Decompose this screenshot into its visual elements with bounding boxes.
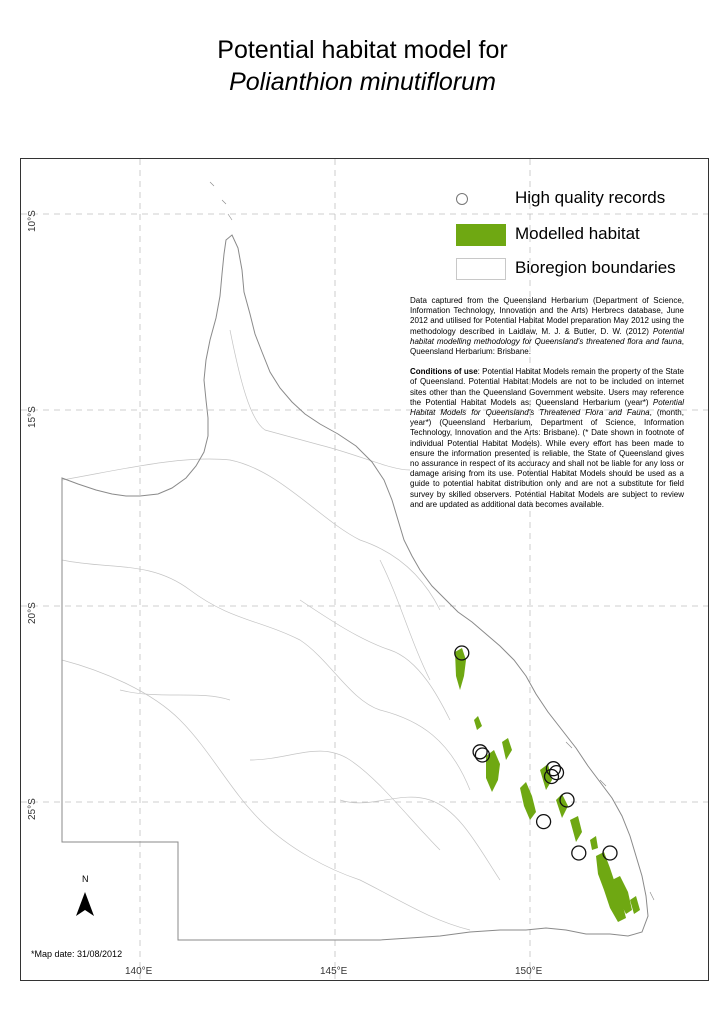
title-species: Polianthion minutiflorum bbox=[229, 68, 496, 96]
legend-habitat bbox=[455, 224, 705, 250]
lon-label-140e: 140°E bbox=[125, 966, 153, 977]
map-date: *Map date: 31/08/2012 bbox=[31, 949, 123, 959]
record-point-8 bbox=[537, 815, 551, 829]
title-line1: Potential habitat model for bbox=[217, 36, 508, 64]
north-arrow-icon bbox=[74, 874, 96, 920]
legend-bioregion bbox=[455, 258, 705, 284]
lat-label-10s: 10°S bbox=[27, 210, 38, 232]
coastal-islands bbox=[210, 182, 654, 900]
bioregion-swatch-icon bbox=[456, 258, 506, 280]
modelled-habitat bbox=[455, 648, 640, 922]
high-quality-records bbox=[455, 646, 617, 860]
record-point-3 bbox=[475, 748, 489, 762]
legend-records bbox=[455, 188, 705, 214]
record-point-6 bbox=[550, 766, 564, 780]
habitat-swatch-icon bbox=[456, 224, 506, 246]
lat-label-20s: 20°S bbox=[27, 602, 38, 624]
record-point-10 bbox=[603, 846, 617, 860]
data-notes bbox=[410, 296, 684, 520]
lat-label-25s: 25°S bbox=[27, 798, 38, 820]
legend-bioregion-label: Bioregion boundaries bbox=[515, 258, 676, 277]
lon-label-150e: 150°E bbox=[515, 966, 543, 977]
lat-label-15s: 15°S bbox=[27, 406, 38, 428]
north-label: N bbox=[82, 874, 89, 884]
conditions-of-use-note: Conditions of use: Potential Habitat Models remain the property of the State of Queensland. Potential Habitat Models are not to be included on internet sites other than the Queensland Government website. Users may reference the Potential Habitat Models as: Queensland Herbarium (year*) Potential Habitat Models for Queensland's Threatened Flora and Fauna, (month, year*) (Queensland Herbarium, Department of Science, Information Technology, Innovation and the Arts: Brisbane). (* Date shown in footnote of individual Potential Habitat Models). While every effort has been made to ensure the information presented is reliable, the State of Queensland gives no assurance in respect of its accuracy and shall not be liable for any loss or damage arising from its use. Potential Habitat Models should be used as a guide to potential habitat distribution only and are not a substitute for field survey by skilled observers. Potential Habitat Models are subject to review and are updated as additional data becomes available. bbox=[410, 367, 684, 509]
data-source-note: Data captured from the Queensland Herbarium (Department of Science, Information Technology, Innovation and the Arts) Herbrecs database, June 2012 and utilised for Potential Habitat Model preparation May 2012 using the methodology described in Laidlaw, M. J. & Butler, D. W. (2012) Potential habitat modelling methodology for Queensland's threatened flora and fauna, Queensland Herbarium: Brisbane. bbox=[410, 296, 684, 357]
north-arrow bbox=[74, 874, 96, 920]
record-circle-icon bbox=[456, 193, 468, 205]
legend-habitat-label: Modelled habitat bbox=[515, 224, 640, 243]
lon-label-145e: 145°E bbox=[320, 966, 348, 977]
legend-records-label: High quality records bbox=[515, 188, 666, 207]
record-point-9 bbox=[572, 846, 586, 860]
